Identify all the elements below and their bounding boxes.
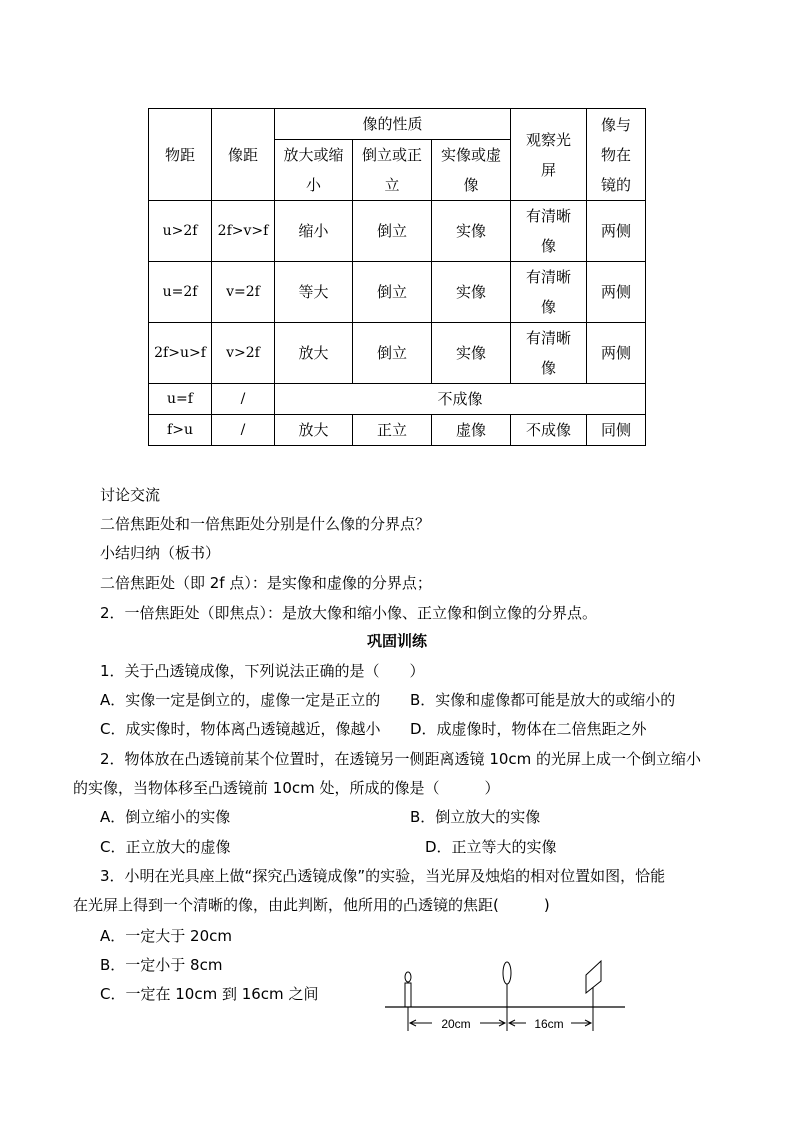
table-row <box>149 201 646 262</box>
cell-v: / <box>212 415 275 446</box>
q3-option-c: C．一定在 10cm 到 16cm 之间 <box>100 985 319 1003</box>
distance-arrows <box>408 1007 593 1031</box>
cell-v: / <box>212 384 275 415</box>
optical-bench-figure <box>380 955 630 1040</box>
cell-v: v=2f <box>212 262 275 323</box>
cell-orient: 倒立 <box>353 201 432 262</box>
cell-side: 两侧 <box>587 201 646 262</box>
screen-icon <box>586 961 601 1007</box>
q1-option-a: A．实像一定是倒立的，虚像一定是正立的 <box>100 691 381 709</box>
cell-type: 实像 <box>432 323 511 384</box>
cell-screen: 有清晰 像 <box>511 323 587 384</box>
lens-icon <box>503 962 511 1007</box>
lens-imaging-table <box>148 108 646 446</box>
distance-label-20: 20cm <box>441 1017 471 1031</box>
cell-type: 实像 <box>432 201 511 262</box>
cell-u: u=2f <box>149 262 212 323</box>
header-image-properties: 像的性质 <box>275 109 511 140</box>
cell-screen: 有清晰 像 <box>511 262 587 323</box>
question-2-line-2: 的实像，当物体移至凸透镜前 10cm 处，所成的像是（ ） <box>73 779 500 797</box>
q2-option-d: D．正立等大的实像 <box>425 838 557 856</box>
summary-heading: 小结归纳（板书） <box>100 544 221 562</box>
candle-icon <box>405 972 411 1007</box>
cell-v: v>2f <box>212 323 275 384</box>
question-3-line-2: 在光屏上得到一个清晰的像，由此判断，他所用的凸透镜的焦距( ) <box>73 896 550 914</box>
cell-size: 放大 <box>275 415 353 446</box>
cell-side: 同侧 <box>587 415 646 446</box>
cell-type: 虚像 <box>432 415 511 446</box>
cell-orient: 倒立 <box>353 323 432 384</box>
header-object-distance: 物距 <box>149 109 212 201</box>
q2-option-c: C．正立放大的虚像 <box>100 838 231 856</box>
cell-u: u>2f <box>149 201 212 262</box>
cell-size: 缩小 <box>275 201 353 262</box>
q1-option-b: B．实像和虚像都可能是放大的或缩小的 <box>410 691 676 709</box>
discuss-question: 二倍焦距处和一倍焦距处分别是什么像的分界点？ <box>100 515 431 533</box>
q1-option-c: C．成实像时，物体离凸透镜越近，像越小 <box>100 720 381 738</box>
cell-side: 两侧 <box>587 262 646 323</box>
question-1: 1．关于凸透镜成像，下列说法正确的是（ ） <box>100 662 425 680</box>
section-title: 巩固训练 <box>366 632 427 650</box>
header-orientation: 倒立或正 立 <box>353 140 432 201</box>
header-image-distance: 像距 <box>212 109 275 201</box>
q2-option-b: B．倒立放大的实像 <box>410 808 541 826</box>
cell-size: 等大 <box>275 262 353 323</box>
header-type: 实像或虚 像 <box>432 140 511 201</box>
table-row <box>149 384 646 415</box>
cell-size: 放大 <box>275 323 353 384</box>
q3-option-a: A．一定大于 20cm <box>100 927 232 945</box>
q1-option-d: D．成虚像时，物体在二倍焦距之外 <box>410 720 647 738</box>
summary-point-1: 二倍焦距处（即 2f 点）：是实像和虚像的分界点； <box>100 574 432 592</box>
cell-no-image: 不成像 <box>275 384 646 415</box>
cell-u: 2f>u>f <box>149 323 212 384</box>
cell-u: f>u <box>149 415 212 446</box>
cell-screen: 有清晰 像 <box>511 201 587 262</box>
header-size: 放大或缩 小 <box>275 140 353 201</box>
summary-point-2: 2．一倍焦距处（即焦点）：是放大像和缩小像、正立像和倒立像的分界点。 <box>100 604 598 622</box>
cell-type: 实像 <box>432 262 511 323</box>
cell-orient: 正立 <box>353 415 432 446</box>
table-row <box>149 262 646 323</box>
header-side: 像与 物在 镜的 <box>587 109 646 201</box>
cell-v: 2f>v>f <box>212 201 275 262</box>
cell-side: 两侧 <box>587 323 646 384</box>
distance-label-16: 16cm <box>534 1017 564 1031</box>
q3-option-b: B．一定小于 8cm <box>100 956 223 974</box>
discuss-heading: 讨论交流 <box>100 486 161 504</box>
q2-option-a: A．倒立缩小的实像 <box>100 808 231 826</box>
question-2-line-1: 2．物体放在凸透镜前某个位置时，在透镜另一侧距离透镜 10cm 的光屏上成一个倒立缩小 <box>100 750 702 768</box>
question-3-line-1: 3．小明在光具座上做“探究凸透镜成像”的实验，当光屏及烛焰的相对位置如图，恰能 <box>100 867 666 885</box>
cell-u: u=f <box>149 384 212 415</box>
cell-screen: 不成像 <box>511 415 587 446</box>
header-observe-screen: 观察光 屏 <box>511 109 587 201</box>
cell-orient: 倒立 <box>353 262 432 323</box>
table-row <box>149 323 646 384</box>
table-row <box>149 415 646 446</box>
